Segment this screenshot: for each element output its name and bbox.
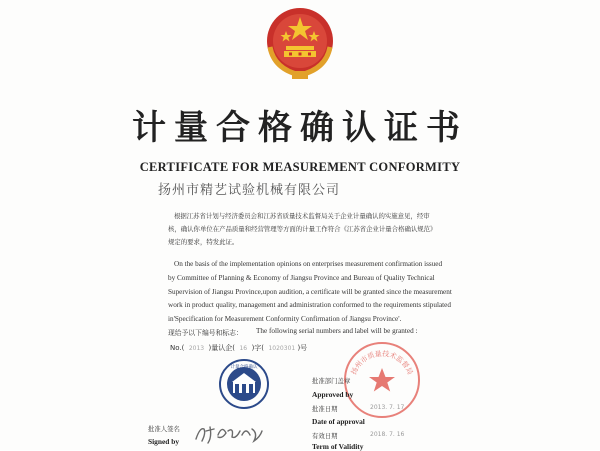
signer-label-en: Signed by	[148, 437, 180, 446]
serial-code: 16	[239, 345, 248, 352]
serial-number	[170, 343, 307, 353]
approved-by-label-cn: 批准部门盖章	[312, 377, 351, 385]
serial-mid-2: )字(	[251, 344, 265, 352]
serial-label-chinese: 现给予以下编号和标志：	[168, 329, 243, 337]
para-en-line-1: On the basis of the implementation opinions on enterprises measurement confirmation issued	[174, 260, 443, 268]
validity-date-value: 2018. 7. 16	[370, 431, 405, 438]
national-emblem-icon	[262, 5, 338, 83]
para-en-line-2: by Committee of Planning & Economy of Jiangsu Province and Bureau of Quality Technical	[168, 273, 435, 282]
para-cn-line-2: 核，确认你单位在产品质量和经营管理等方面的计量工作符合《江苏省企业计量合格确认规范》	[168, 225, 437, 233]
approval-date-label-en: Date of approval	[312, 417, 365, 426]
serial-prefix: No.(	[170, 344, 185, 352]
measurement-conformity-logo-icon	[218, 358, 270, 410]
para-cn-line-3: 规定的要求，特发此证。	[168, 238, 239, 246]
serial-mid-1: )量认企(	[208, 344, 236, 352]
validity-label-en: Term of Validity	[312, 442, 364, 451]
para-cn-line-1: 根据江苏省计划与经济委员会和江苏省质量技术监督局关于企业计量确认的实施意见，经审	[174, 212, 430, 220]
para-en-line-5: in'Specification for Measurement Conformity Confirmation of Jiangsu Province'.	[168, 315, 402, 324]
para-en-line-3: Supervision of Jiangsu Province,upon audition, a certificate will be granted since the measurement	[168, 287, 452, 296]
company-name: 扬州市精艺试验机械有限公司	[158, 183, 341, 198]
validity-label-cn: 有效日期	[312, 432, 338, 440]
seal-left-text: 计量合格确认	[230, 365, 258, 370]
seal-red-text: 扬州市质量技术监督局	[349, 349, 415, 377]
para-en-line-4: work in product quality, management and administration conformed to the requirements stipulated	[168, 301, 451, 310]
serial-label-english: The following serial numbers and label will be granted :	[256, 327, 418, 335]
approval-date-value: 2013. 7. 17	[370, 404, 405, 411]
signer-label-cn: 批准人签名	[148, 425, 180, 433]
serial-year: 2013	[188, 345, 205, 352]
body-paragraph-english	[168, 258, 456, 327]
handwritten-signature-icon	[192, 423, 264, 445]
title-english: CERTIFICATE FOR MEASUREMENT CONFORMITY	[139, 160, 461, 174]
body-paragraph-chinese	[168, 210, 464, 249]
serial-number-value: 1020301	[268, 345, 296, 352]
approval-date-label-cn: 批准日期	[312, 405, 338, 413]
approved-by-label-en: Approved by	[312, 390, 354, 399]
title-chinese: 计量合格确认证书	[132, 108, 468, 148]
serial-suffix: )号	[297, 344, 308, 352]
